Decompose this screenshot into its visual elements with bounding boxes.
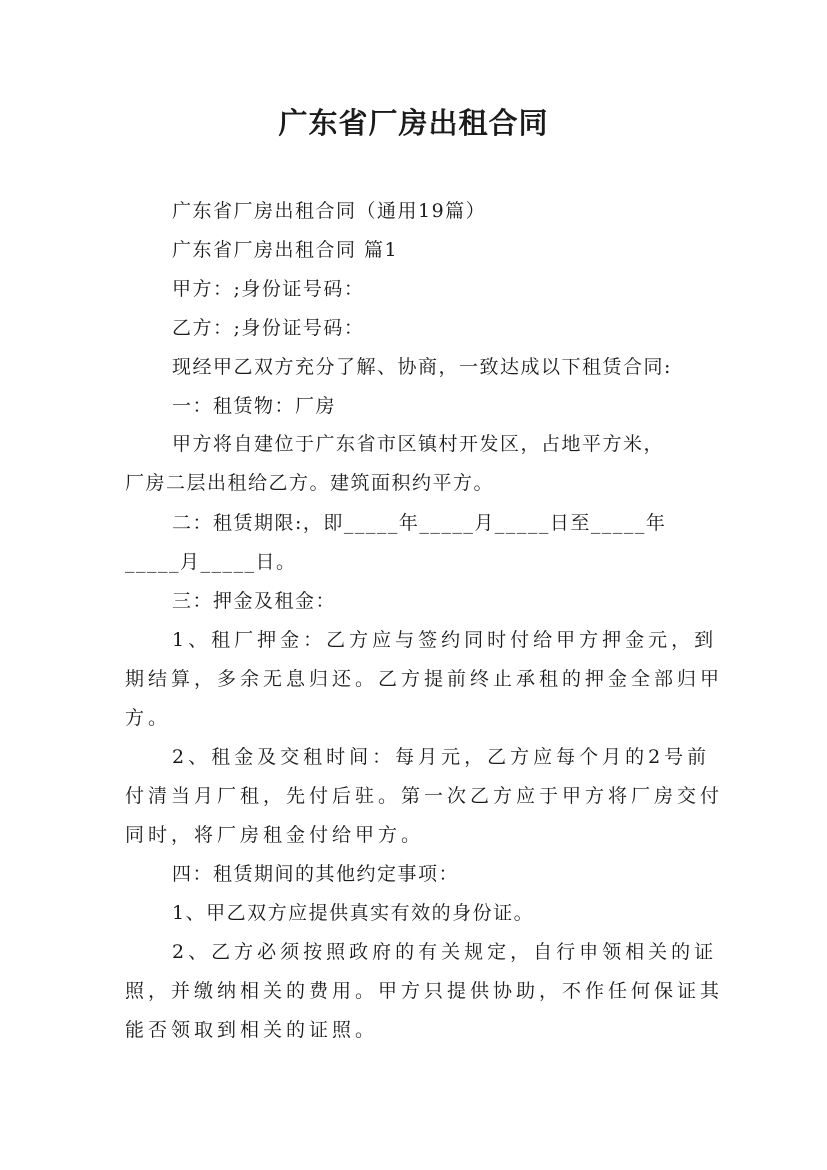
section-heading: 广东省厂房出租合同 篇1 [172,239,399,261]
paragraph-line: 厂房二层出租给乙方。建筑面积约平方。 [125,472,495,494]
doc-subtitle: 广东省厂房出租合同（通用19篇） [172,200,487,222]
paragraph-line: 现经甲乙双方充分了解、协商，一致达成以下租赁合同: [172,356,672,378]
paragraph-line: 方。 [125,707,172,729]
clause-heading: 一：租赁物：厂房 [172,395,337,417]
party-b-line: 乙方：;身份证号码： [172,317,365,339]
paragraph-line: 1、甲乙双方应提供真实有效的身份证。 [172,902,535,924]
paragraph-line: 二：租赁期限:，即_____年_____月_____日至_____年 [172,512,667,534]
paragraph-line: 2、乙方必须按照政府的有关规定，自行申领相关的证 [172,941,718,963]
paragraph-line: _____月_____日。 [125,551,297,573]
paragraph-line: 期结算，多余无息归还。乙方提前终止承租的押金全部归甲 [125,668,724,690]
paragraph-line: 能否领取到相关的证照。 [125,1019,379,1041]
document-title: 广东省厂房出租合同 [278,106,549,140]
party-a-line: 甲方：;身份证号码： [172,278,365,300]
clause-heading: 三：押金及租金： [172,590,337,612]
paragraph-line: 照，并缴纳相关的费用。甲方只提供协助，不作任何保证其 [125,980,724,1002]
paragraph-line: 同时，将厂房租金付给甲方。 [125,824,425,846]
paragraph-line: 甲方将自建位于广东省市区镇村开发区，占地平方米， [172,433,665,455]
clause-heading: 四：租赁期间的其他约定事项： [172,863,460,885]
paragraph-line: 付清当月厂租，先付后驻。第一次乙方应于甲方将厂房交付 [125,785,724,807]
paragraph-line: 1、租厂押金：乙方应与签约同时付给甲方押金元，到 [172,629,718,651]
paragraph-line: 2、租金及交租时间：每月元，乙方应每个月的2号前 [172,746,711,768]
